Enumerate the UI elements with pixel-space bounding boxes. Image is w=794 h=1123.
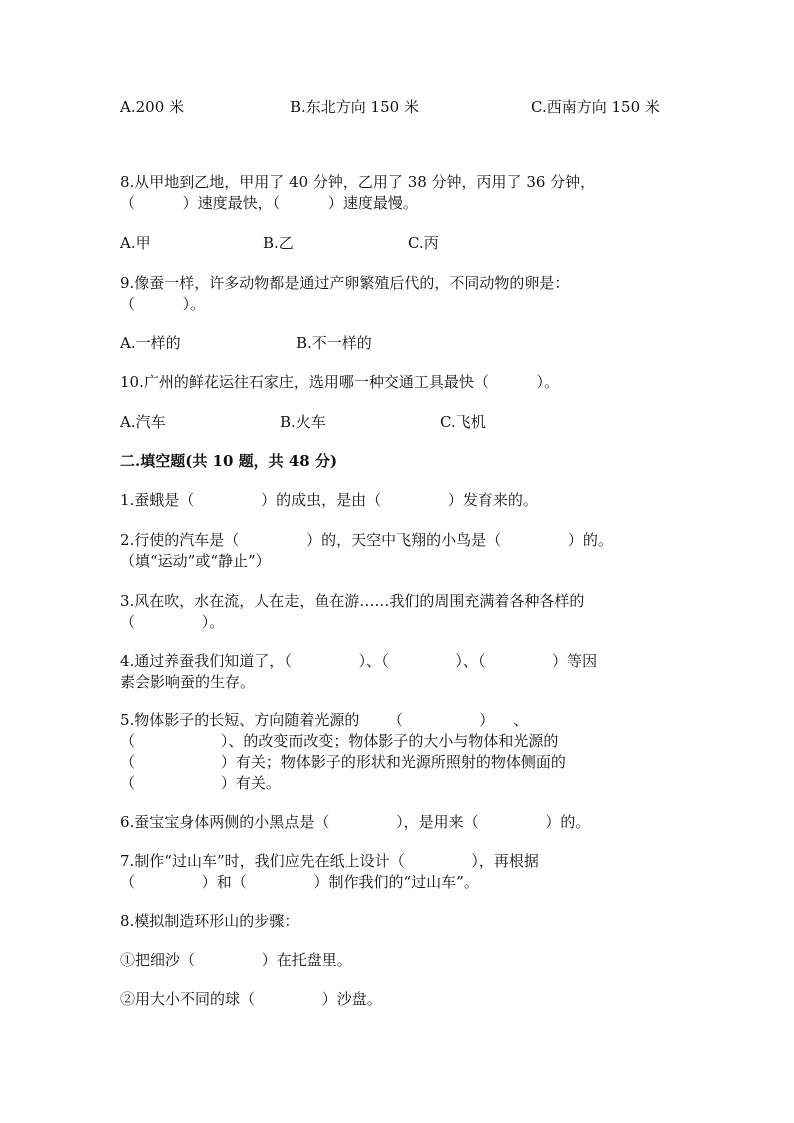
fill-q4-line1: 4.通过养蚕我们知道了，（ ）、（ ）、（ ）等因 xyxy=(120,652,598,670)
q10-option-c: C.飞机 xyxy=(440,413,486,431)
q10-stem: 10.广州的鲜花运往石家庄，选用哪一种交通工具最快（ ）。 xyxy=(120,373,560,391)
q7-option-b: B.东北方向 150 米 xyxy=(290,98,419,116)
fill-q2-line2: （填“运动”或“静止”） xyxy=(120,552,271,570)
fill-q5-line2: （ ）、的改变而改变；物体影子的大小与物体和光源的 xyxy=(120,732,559,750)
q8-option-a: A.甲 xyxy=(120,234,151,252)
q8-option-b: B.乙 xyxy=(263,234,294,252)
fill-q2-line1: 2.行使的汽车是（ ）的，天空中飞翔的小鸟是（ ）的。 xyxy=(120,531,613,549)
fill-q5-line4: （ ）有关。 xyxy=(120,774,281,792)
q9-stem-line2: （ ）。 xyxy=(120,295,206,313)
q10-option-a: A.汽车 xyxy=(120,413,166,431)
q7-option-c: C.西南方向 150 米 xyxy=(531,98,660,116)
fill-q4-line2: 素会影响蚕的生存。 xyxy=(120,673,256,691)
q9-stem-line1: 9.像蚕一样，许多动物都是通过产卵繁殖后代的，不同动物的卵是： xyxy=(120,274,570,292)
fill-q3-line2: （ ）。 xyxy=(120,613,225,631)
fill-q5-line1: 5.物体影子的长短、方向随着光源的 （ ） 、 xyxy=(120,711,529,729)
section-heading-fill-in: 二.填空题(共 10 题，共 48 分) xyxy=(120,452,338,470)
fill-q7-line2: （ ）和（ ）制作我们的“过山车”。 xyxy=(120,873,479,891)
q9-option-a: A.一样的 xyxy=(120,334,181,352)
fill-q1: 1.蚕蛾是（ ）的成虫，是由（ ）发育来的。 xyxy=(120,491,538,509)
fill-q8-title: 8.模拟制造环形山的步骤： xyxy=(120,912,300,930)
q9-option-b: B.不一样的 xyxy=(296,334,372,352)
fill-q5-line3: （ ）有关；物体影子的形状和光源所照射的物体侧面的 xyxy=(120,753,566,771)
fill-q6: 6.蚕宝宝身体两侧的小黑点是（ ），是用来（ ）的。 xyxy=(120,813,591,831)
q7-option-a: A.200 米 xyxy=(120,98,184,116)
q8-option-c: C.丙 xyxy=(408,234,439,252)
fill-q7-line1: 7.制作“过山车”时，我们应先在纸上设计（ ），再根据 xyxy=(120,852,539,870)
fill-q3-line1: 3.风在吹，水在流，人在走，鱼在游……我们的周围充满着各种各样的 xyxy=(120,592,585,610)
fill-q8-step2: ②用大小不同的球（ ）沙盘。 xyxy=(120,990,382,1008)
q10-option-b: B.火车 xyxy=(280,413,326,431)
q8-stem-line2: （ ）速度最快，（ ）速度最慢。 xyxy=(120,194,418,212)
q8-stem-line1: 8.从甲地到乙地，甲用了 40 分钟，乙用了 38 分钟，丙用了 36 分钟， xyxy=(120,173,596,191)
fill-q8-step1: ①把细沙（ ）在托盘里。 xyxy=(120,951,352,969)
